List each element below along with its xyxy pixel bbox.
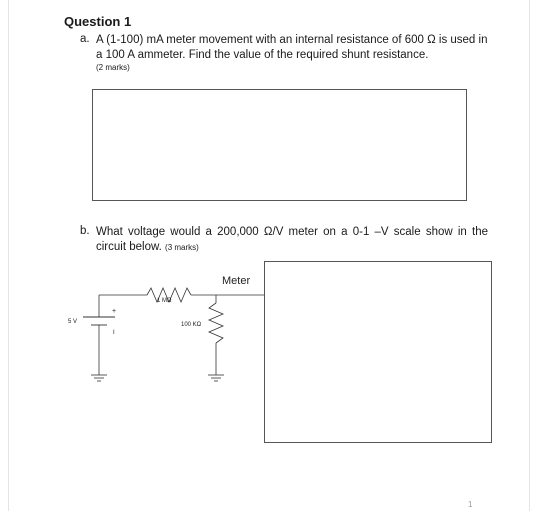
r1-label: 1 MΩ (157, 298, 172, 304)
resistor-100kohm (209, 303, 223, 343)
part-a-letter: a. (80, 33, 90, 45)
part-b-question: What voltage would a 200,000 Ω/V meter on a 0-1 –V scale show in the circuit below. (96, 226, 488, 253)
ground-right-icon (208, 375, 224, 381)
r2-label: 100 KΩ (181, 322, 202, 328)
part-b-letter: b. (80, 225, 90, 237)
part-b-text (96, 225, 488, 255)
question-title: Question 1 (64, 14, 132, 29)
meter-label: Meter (222, 275, 251, 287)
answer-box-b[interactable] (264, 261, 492, 443)
plus-sign: + (112, 308, 117, 315)
source-label: 5 V (68, 319, 78, 325)
answer-box-a[interactable] (92, 89, 467, 201)
minus-sign: I (113, 330, 115, 336)
part-a-text: A (1-100) mA meter movement with an internal resistance of 600 Ω is used in a 100 A ammeter. Find the value of the required shunt resistance. (96, 34, 488, 61)
part-a-marks: (2 marks) (96, 63, 130, 72)
circuit-diagram (55, 268, 265, 398)
part-b-marks: (3 marks) (165, 243, 199, 252)
ground-left-icon (91, 375, 107, 381)
page-number: 1 (468, 500, 473, 509)
wire-top-right (191, 295, 216, 303)
